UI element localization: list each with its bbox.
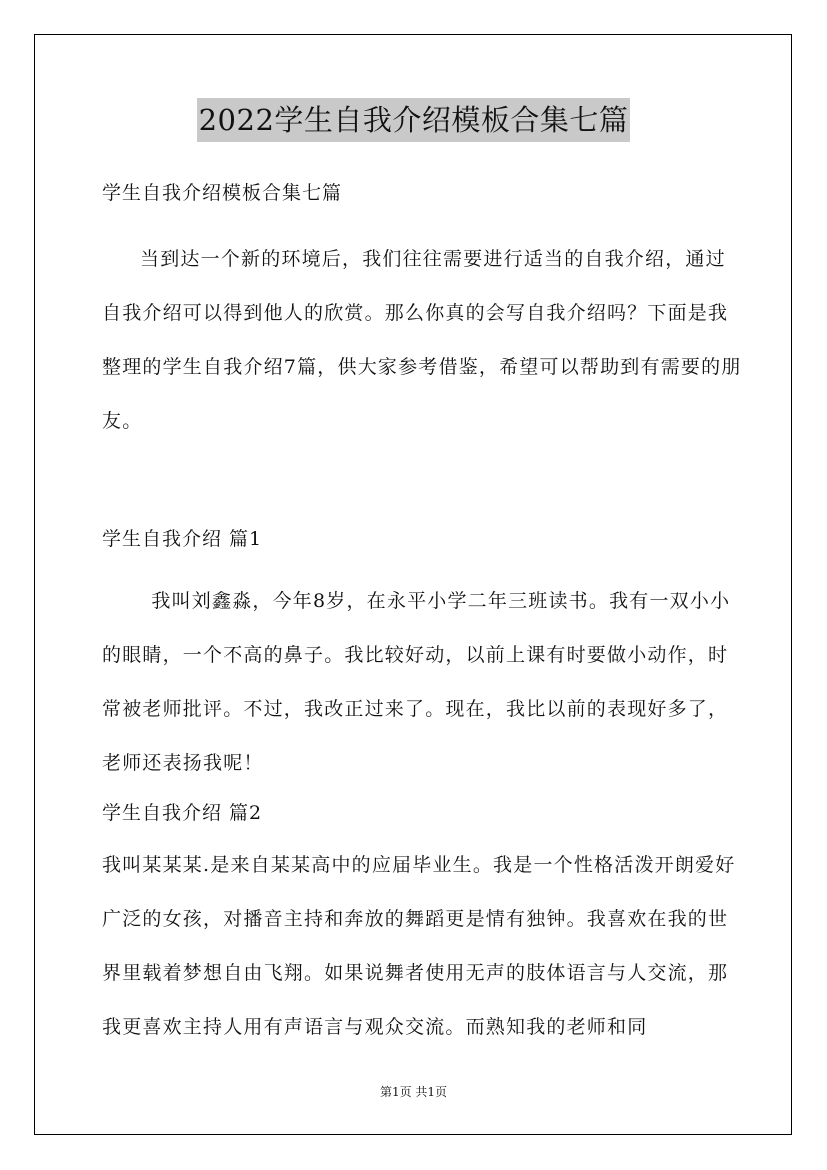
section-body-1: 我叫刘鑫淼，今年8岁，在永平小学二年三班读书。我有一双小小的眼睛，一个不高的鼻子。我比较好动，以前上课有时要做小动作，时常被老师批评。不过，我改正过来了。现在，我比以前的表现好多了，老师还表扬我呢！ [102,590,731,774]
title-container [0,98,827,142]
spacer [102,448,742,502]
section-heading-2: 学生自我介绍 篇2 [102,802,263,824]
document-subtitle: 学生自我介绍模板合集七篇 [102,182,343,204]
document-title: 2022学生自我介绍模板合集七篇 [197,98,631,142]
intro-paragraph: 当到达一个新的环境后，我们往往需要进行适当的自我介绍，通过自我介绍可以得到他人的欣赏。那么你真的会写自我介绍吗？下面是我整理的学生自我介绍7篇，供大家参考借鉴，希望可以帮助到有需要的朋友。 [102,248,742,432]
section-body-2: 我叫某某某.是来自某某高中的应届毕业生。我是一个性格活泼开朗爱好广泛的女孩，对播音主持和奔放的舞蹈更是情有独钟。我喜欢在我的世界里载着梦想自由飞翔。如果说舞者使用无声的肢体语言与人交流，那我更喜欢主持人用有声语言与观众交流。而熟知我的老师和同 [102,854,736,1038]
document-body [102,174,742,1054]
page-footer: 第1页 共1页 [379,1085,448,1099]
section-heading-1: 学生自我介绍 篇1 [102,528,263,550]
